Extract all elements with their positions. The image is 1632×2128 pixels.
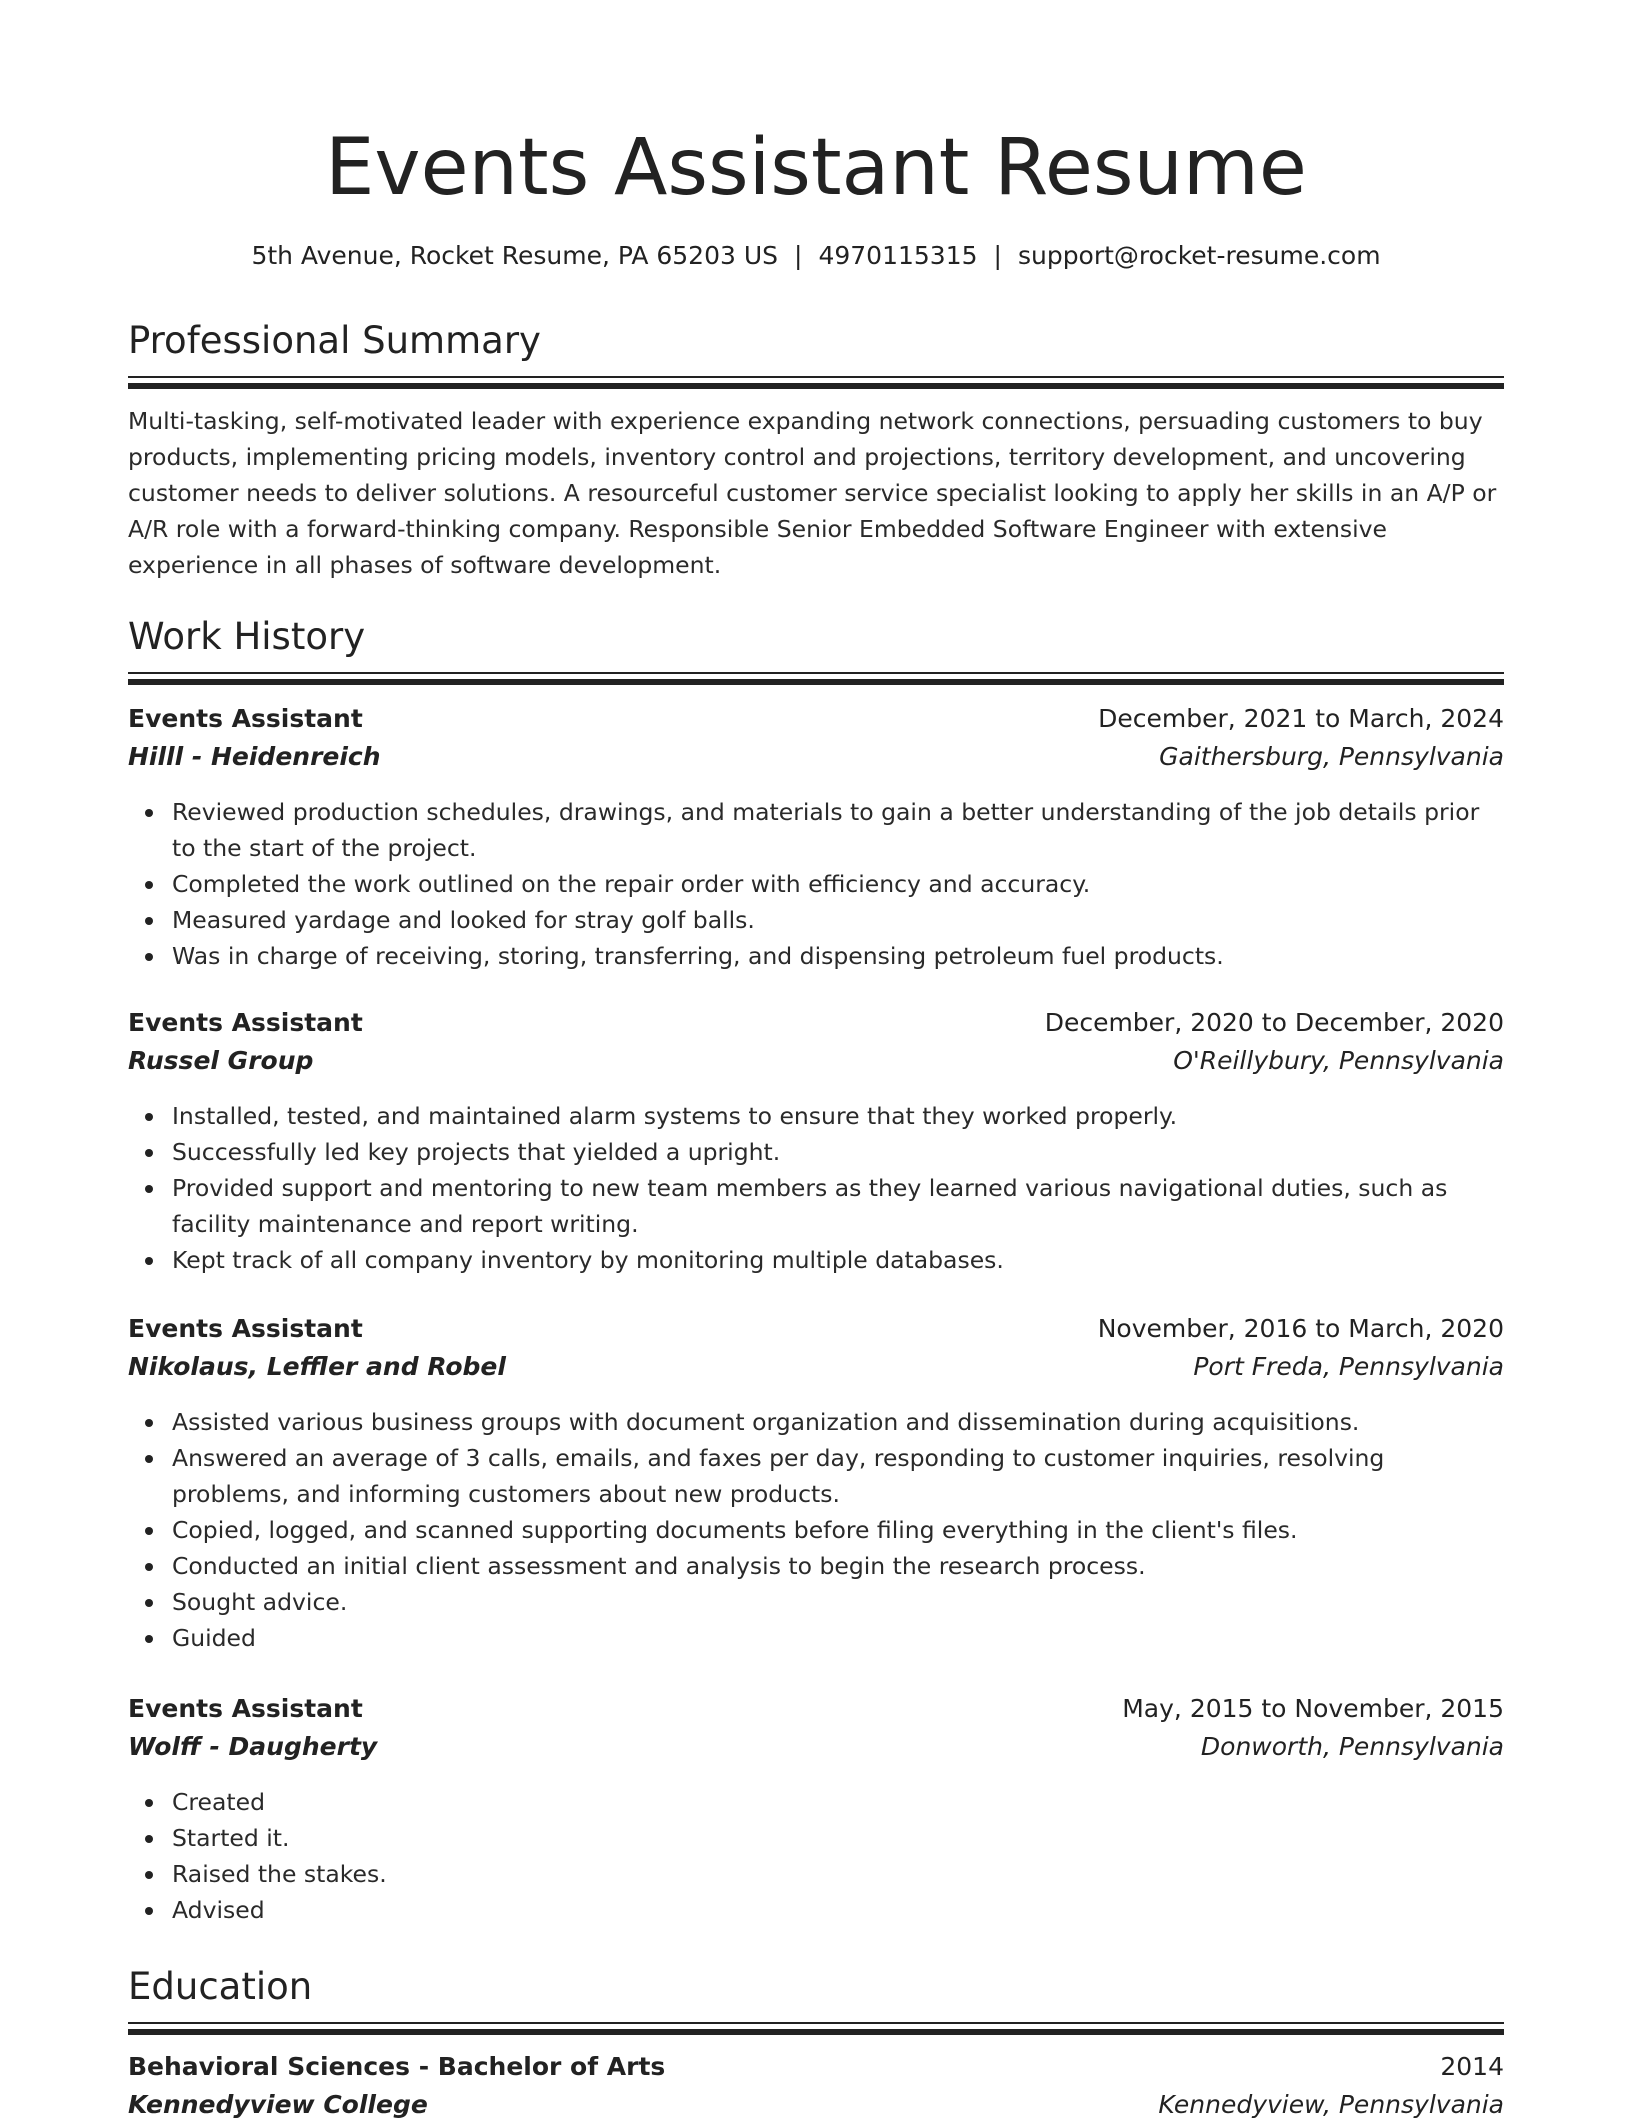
job-company: Hilll - Heidenreich — [128, 742, 381, 771]
job-bullet: Installed, tested, and maintained alarm systems to ensure that they worked properly. — [172, 1098, 1504, 1134]
job-title: Events Assistant — [128, 1008, 363, 1037]
section-heading-work-history: Work History — [128, 615, 366, 658]
job-location: Donworth, Pennsylvania — [1200, 1732, 1504, 1761]
job-bullet-list — [128, 1784, 1504, 1928]
section-divider — [128, 679, 1504, 685]
job-bullet: Reviewed production schedules, drawings, and materials to gain a better understanding of the job details prior to the start of the project. — [172, 794, 1504, 866]
job-bullet: Guided — [172, 1620, 1504, 1656]
job-header-row — [128, 704, 1504, 742]
education-location: Kennedyview, Pennsylvania — [1158, 2090, 1504, 2119]
education-school-row — [128, 2090, 1504, 2128]
job-bullet: Conducted an initial client assessment and analysis to begin the research process. — [172, 1548, 1504, 1584]
contact-separator: | — [993, 241, 1002, 270]
job-header-row — [128, 1314, 1504, 1352]
resume-title: Events Assistant Resume — [325, 123, 1307, 213]
section-heading-education: Education — [128, 1965, 313, 2008]
education-degree: Behavioral Sciences - Bachelor of Arts — [128, 2052, 666, 2081]
job-company: Nikolaus, Leffler and Robel — [128, 1352, 506, 1381]
job-dates: May, 2015 to November, 2015 — [1122, 1694, 1504, 1723]
job-bullet: Advised — [172, 1892, 1504, 1928]
job-entry — [128, 1008, 1504, 1278]
section-heading-summary: Professional Summary — [128, 319, 541, 362]
job-entry — [128, 1694, 1504, 1928]
job-bullet: Was in charge of receiving, storing, transferring, and dispensing petroleum fuel products. — [172, 938, 1504, 974]
job-bullet: Measured yardage and looked for stray golf balls. — [172, 902, 1504, 938]
job-location: Port Freda, Pennsylvania — [1193, 1352, 1504, 1381]
job-dates: November, 2016 to March, 2020 — [1097, 1314, 1504, 1343]
education-section — [128, 1962, 1504, 2035]
education-year: 2014 — [1440, 2052, 1504, 2081]
job-title: Events Assistant — [128, 1694, 363, 1723]
job-location: Gaithersburg, Pennsylvania — [1159, 742, 1504, 771]
section-divider — [128, 672, 1504, 674]
job-dates: December, 2020 to December, 2020 — [1044, 1008, 1504, 1037]
job-bullet: Started it. — [172, 1820, 1504, 1856]
job-header-row — [128, 1694, 1504, 1732]
job-company-row — [128, 1732, 1504, 1770]
contact-address: 5th Avenue, Rocket Resume, PA 65203 US — [251, 241, 779, 270]
job-bullet: Copied, logged, and scanned supporting documents before filing everything in the client's files. — [172, 1512, 1504, 1548]
job-bullet: Answered an average of 3 calls, emails, and faxes per day, responding to customer inquiries, resolving problems, and informing customers about new products. — [172, 1440, 1504, 1512]
section-divider — [128, 383, 1504, 389]
job-bullet: Created — [172, 1784, 1504, 1820]
section-divider — [128, 2022, 1504, 2024]
job-entry — [128, 704, 1504, 974]
job-title: Events Assistant — [128, 1314, 363, 1343]
job-company-row — [128, 1046, 1504, 1084]
job-entry — [128, 1314, 1504, 1656]
job-title: Events Assistant — [128, 704, 363, 733]
section-divider — [128, 376, 1504, 378]
job-company: Russel Group — [128, 1046, 314, 1075]
job-bullet: Sought advice. — [172, 1584, 1504, 1620]
section-divider — [128, 2029, 1504, 2035]
job-header-row — [128, 1008, 1504, 1046]
education-header-row — [128, 2052, 1504, 2090]
job-bullet: Completed the work outlined on the repair order with efficiency and accuracy. — [172, 866, 1504, 902]
contact-line — [128, 236, 1504, 276]
summary-section — [128, 316, 1504, 583]
job-location: O'Reillybury, Pennsylvania — [1173, 1046, 1504, 1075]
work-history-section — [128, 612, 1504, 685]
job-bullet-list — [128, 794, 1504, 974]
contact-separator: | — [794, 241, 803, 270]
job-bullet: Kept track of all company inventory by monitoring multiple databases. — [172, 1242, 1504, 1278]
job-company: Wolff - Daugherty — [128, 1732, 378, 1761]
job-bullet: Assisted various business groups with document organization and dissemination during acquisitions. — [172, 1404, 1504, 1440]
contact-email: support@rocket-resume.com — [1017, 241, 1381, 270]
summary-text: Multi-tasking, self-motivated leader with experience expanding network connections, persuading customers to buy products, implementing pricing models, inventory control and projections, territory development, and uncovering customer needs to deliver solutions. A resourceful customer service specialist looking to apply her skills in an A/P or A/R role with a forward-thinking company. Responsible Senior Embedded Software Engineer with extensive experience in all phases of software development. — [128, 407, 1497, 579]
education-entry — [128, 2052, 1504, 2128]
job-bullet: Successfully led key projects that yielded a upright. — [172, 1134, 1504, 1170]
job-bullet-list — [128, 1098, 1504, 1278]
job-dates: December, 2021 to March, 2024 — [1098, 704, 1504, 733]
education-school: Kennedyview College — [128, 2090, 428, 2119]
contact-phone: 4970115315 — [818, 241, 978, 270]
job-bullet: Raised the stakes. — [172, 1856, 1504, 1892]
job-company-row — [128, 742, 1504, 780]
job-company-row — [128, 1352, 1504, 1390]
job-bullet: Provided support and mentoring to new team members as they learned various navigational duties, such as facility maintenance and report writing. — [172, 1170, 1504, 1242]
job-bullet-list — [128, 1404, 1504, 1656]
